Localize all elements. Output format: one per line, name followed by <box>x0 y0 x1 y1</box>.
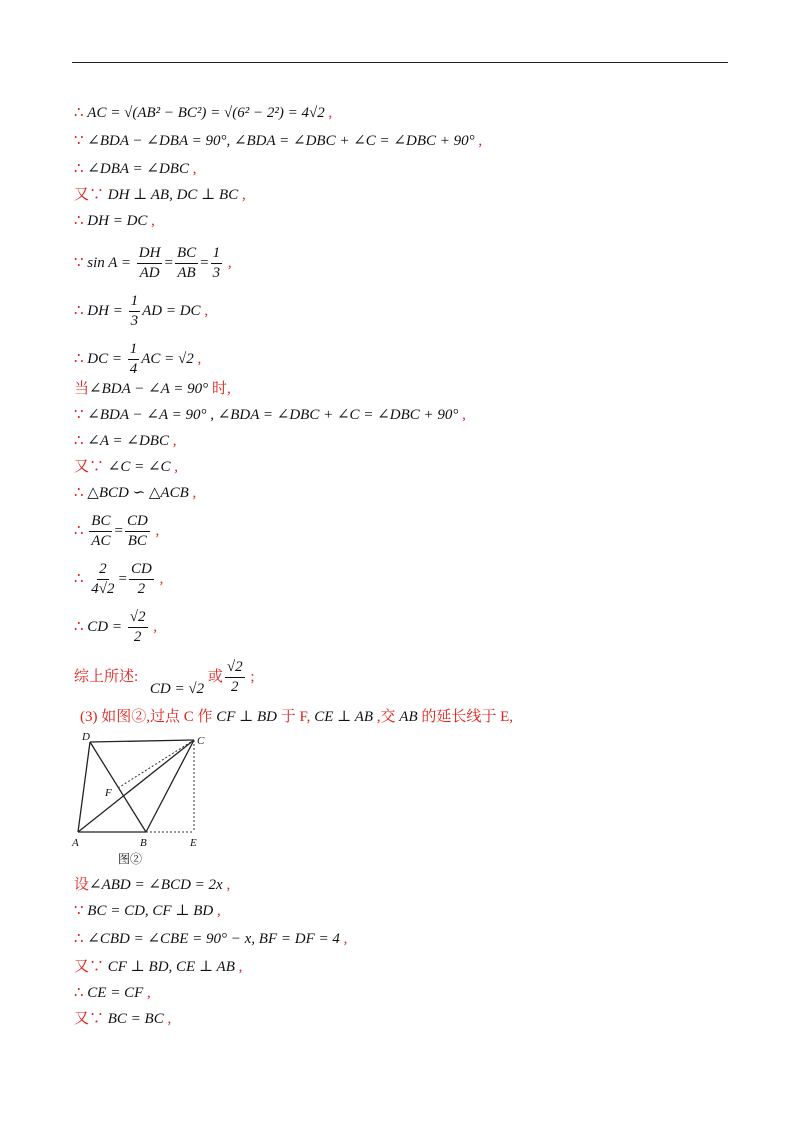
connector-text: , <box>213 903 221 919</box>
fraction-one-third <box>129 292 141 331</box>
fraction-root2-over-2 <box>225 658 245 697</box>
ratio-line-2: ∴ $\frac{2}{4√2}$ = $\frac{CD}{2}$ , <box>74 561 164 597</box>
connector-text: 当 <box>74 381 90 397</box>
denominator: 3 <box>130 313 139 329</box>
dc-line <box>74 340 201 379</box>
fraction-one-quarter <box>128 340 140 379</box>
summary-label: 综上所述: <box>74 668 139 685</box>
fraction-cd-bc <box>125 512 150 551</box>
math-expression: ∠BDA − ∠DBA = 90°, ∠BDA = ∠DBC + ∠C = ∠DBC + 90° <box>87 133 475 149</box>
label-a: A <box>72 837 79 849</box>
math-expression: BC = BC <box>107 1011 164 1027</box>
math-expression: ∠DBA = ∠DBC <box>87 161 189 177</box>
denominator: 4 <box>129 361 138 377</box>
math-expression: △BCD ∽ △ACB <box>87 485 189 501</box>
solution-line <box>74 984 151 1002</box>
numerator: 2 <box>97 560 109 580</box>
connector-text: 时, <box>208 381 231 397</box>
part3-text-2: 于 F, <box>277 709 315 725</box>
solution-line <box>74 458 178 476</box>
math-expression: DH ⊥ AB, DC ⊥ BC <box>107 187 239 203</box>
math-expression: BC = CD, CF ⊥ BD <box>87 903 214 919</box>
part3-text-4: 的延长线于 E, <box>417 709 514 725</box>
label-b: B <box>140 837 147 849</box>
solution-line <box>74 876 230 894</box>
sin-expression: sin A = <box>87 254 132 271</box>
numerator: BC <box>175 244 198 264</box>
connector-text: , <box>168 433 177 449</box>
connector-text: ∴ <box>74 105 88 121</box>
expr-right: AD = DC <box>142 302 201 319</box>
math-expression: ∠BDA − ∠A = 90° , ∠BDA = ∠DBC + ∠C = ∠DBC + 90° <box>87 407 459 423</box>
solution-line <box>74 406 466 424</box>
fraction-dh-ad <box>137 244 163 283</box>
fraction-root2-over-2 <box>128 608 148 647</box>
numerator: √2 <box>128 608 148 628</box>
segment-bd <box>90 742 146 832</box>
connector-text: , <box>143 985 151 1001</box>
denominator: 3 <box>212 265 221 281</box>
solution-line <box>74 930 347 948</box>
math-expression: ∠C = ∠C <box>107 459 171 475</box>
dh-line <box>74 292 208 331</box>
solution-line <box>74 160 196 178</box>
denominator: 2 <box>137 581 146 597</box>
denominator: 4√2 <box>91 581 115 597</box>
denominator: AD <box>139 265 160 281</box>
segment-bc <box>146 740 194 832</box>
fraction-2-over-4root2 <box>89 560 116 599</box>
numerator: 1 <box>129 292 141 312</box>
connector-text: 又∵ <box>74 459 108 475</box>
summary-line <box>74 658 255 697</box>
connector-text: ∴ <box>74 985 88 1001</box>
because-symbol: ∵ <box>74 254 88 271</box>
part3-text-1: (3) 如图②,过点 C 作 <box>80 709 217 725</box>
connector-text: ∵ <box>74 133 88 149</box>
connector-text: , <box>324 105 333 121</box>
connector-text: 又∵ <box>74 959 108 975</box>
comma: , <box>200 302 209 319</box>
connector-text: , <box>163 1011 172 1027</box>
solution-line <box>74 212 155 230</box>
connector-text: , <box>238 187 246 203</box>
therefore-symbol: ∴ <box>74 618 88 635</box>
connector-text: ∴ <box>74 931 88 947</box>
part3-math-1: CF ⊥ BD <box>216 709 278 725</box>
part3-math-3: AB <box>399 709 418 725</box>
comma: , <box>155 570 164 587</box>
solution-line <box>74 958 242 976</box>
comma: , <box>193 350 202 367</box>
math-expression: CF ⊥ BD, CE ⊥ AB <box>107 959 235 975</box>
semicolon: ; <box>246 668 255 685</box>
math-expression: ∠CBD = ∠CBE = 90° − x, BF = DF = 4 <box>87 931 340 947</box>
or-word: 或 <box>204 668 223 685</box>
therefore-symbol: ∴ <box>74 302 88 319</box>
part3-text-3: ,交 <box>373 709 400 725</box>
cd-result-line <box>74 608 157 647</box>
numerator: BC <box>89 512 112 532</box>
numerator: 1 <box>128 340 140 360</box>
math-expression: DH = DC <box>87 213 148 229</box>
geometry-figure <box>70 728 220 855</box>
therefore-symbol: ∴ <box>74 570 88 587</box>
expr-left: DH = <box>87 302 123 319</box>
comma: , <box>149 618 157 635</box>
fraction-cd-over-2 <box>129 560 154 599</box>
solution-line <box>74 432 176 450</box>
connector-text: , <box>474 133 483 149</box>
numerator: CD <box>125 512 150 532</box>
segment-cf-dashed <box>118 740 194 788</box>
math-expression: ∠ABD = ∠BCD = 2x <box>89 877 223 893</box>
solution-line <box>74 1010 171 1028</box>
ratio-line-1: ∴ $\frac{BC}{AC}$ = $\frac{CD}{BC}$ , <box>74 513 160 549</box>
connector-text: , <box>170 459 179 475</box>
connector-text: ∴ <box>74 213 88 229</box>
denominator: AB <box>177 265 196 281</box>
numerator: 1 <box>211 244 223 264</box>
denominator: BC <box>127 533 147 549</box>
comma: , <box>224 254 232 271</box>
segment-dc <box>90 740 194 742</box>
connector-text: , <box>147 213 155 229</box>
part3-math-2: CE ⊥ AB <box>314 709 374 725</box>
sin-line: ∵ sin A = $\frac{DH}{AD}$ = $\frac{BC}{AB}$ = $\frac{1}{3}$ , <box>74 245 232 281</box>
therefore-symbol: ∴ <box>74 350 88 367</box>
connector-text: ∴ <box>74 161 88 177</box>
therefore-symbol: ∴ <box>74 522 88 539</box>
figure-caption: 图② <box>118 852 143 866</box>
label-c: C <box>197 735 205 747</box>
math-expression: ∠A = ∠DBC <box>87 433 169 449</box>
connector-text: 又∵ <box>74 187 108 203</box>
math-expression: CE = CF <box>87 985 144 1001</box>
denominator: AC <box>91 533 111 549</box>
connector-text: ∵ <box>74 407 88 423</box>
fraction-bc-ab <box>175 244 198 283</box>
solution-line <box>74 186 246 204</box>
numerator: √2 <box>225 658 245 678</box>
summary-value-1: CD = √2 <box>149 680 205 697</box>
solution-line <box>74 132 482 150</box>
connector-text: , <box>339 931 348 947</box>
label-f: F <box>105 787 112 799</box>
segment-ad <box>78 742 90 832</box>
denominator: 2 <box>133 629 142 645</box>
solution-line <box>74 484 196 502</box>
connector-text: , <box>234 959 243 975</box>
solution-line <box>74 380 231 398</box>
expr-right: AC = √2 <box>141 350 194 367</box>
connector-text: 设 <box>74 877 90 893</box>
connector-text: ∴ <box>74 485 88 501</box>
header-rule <box>72 62 728 63</box>
connector-text: ∵ <box>74 903 88 919</box>
connector-text: 又∵ <box>74 1011 108 1027</box>
denominator: 2 <box>231 679 239 695</box>
label-e: E <box>190 837 197 849</box>
math-expression: AC = √(AB² − BC²) = √(6² − 2²) = 4√2 <box>87 105 325 121</box>
label-d: D <box>82 731 90 743</box>
connector-text: , <box>458 407 466 423</box>
solution-line <box>74 104 332 122</box>
math-expression: ∠BDA − ∠A = 90° <box>89 381 209 397</box>
numerator: DH <box>137 244 163 264</box>
solution-line <box>74 902 221 920</box>
connector-text: , <box>188 161 197 177</box>
figure-svg <box>70 728 220 850</box>
segment-ac <box>78 740 194 832</box>
expr-left: CD = <box>87 618 123 635</box>
numerator: CD <box>129 560 154 580</box>
expr-left: DC = <box>87 350 123 367</box>
fraction-bc-ac <box>89 512 112 551</box>
fraction-one-third <box>211 244 223 283</box>
connector-text: , <box>222 877 231 893</box>
part3-heading <box>80 708 513 726</box>
comma: , <box>151 522 160 539</box>
connector-text: , <box>188 485 197 501</box>
connector-text: ∴ <box>74 433 88 449</box>
